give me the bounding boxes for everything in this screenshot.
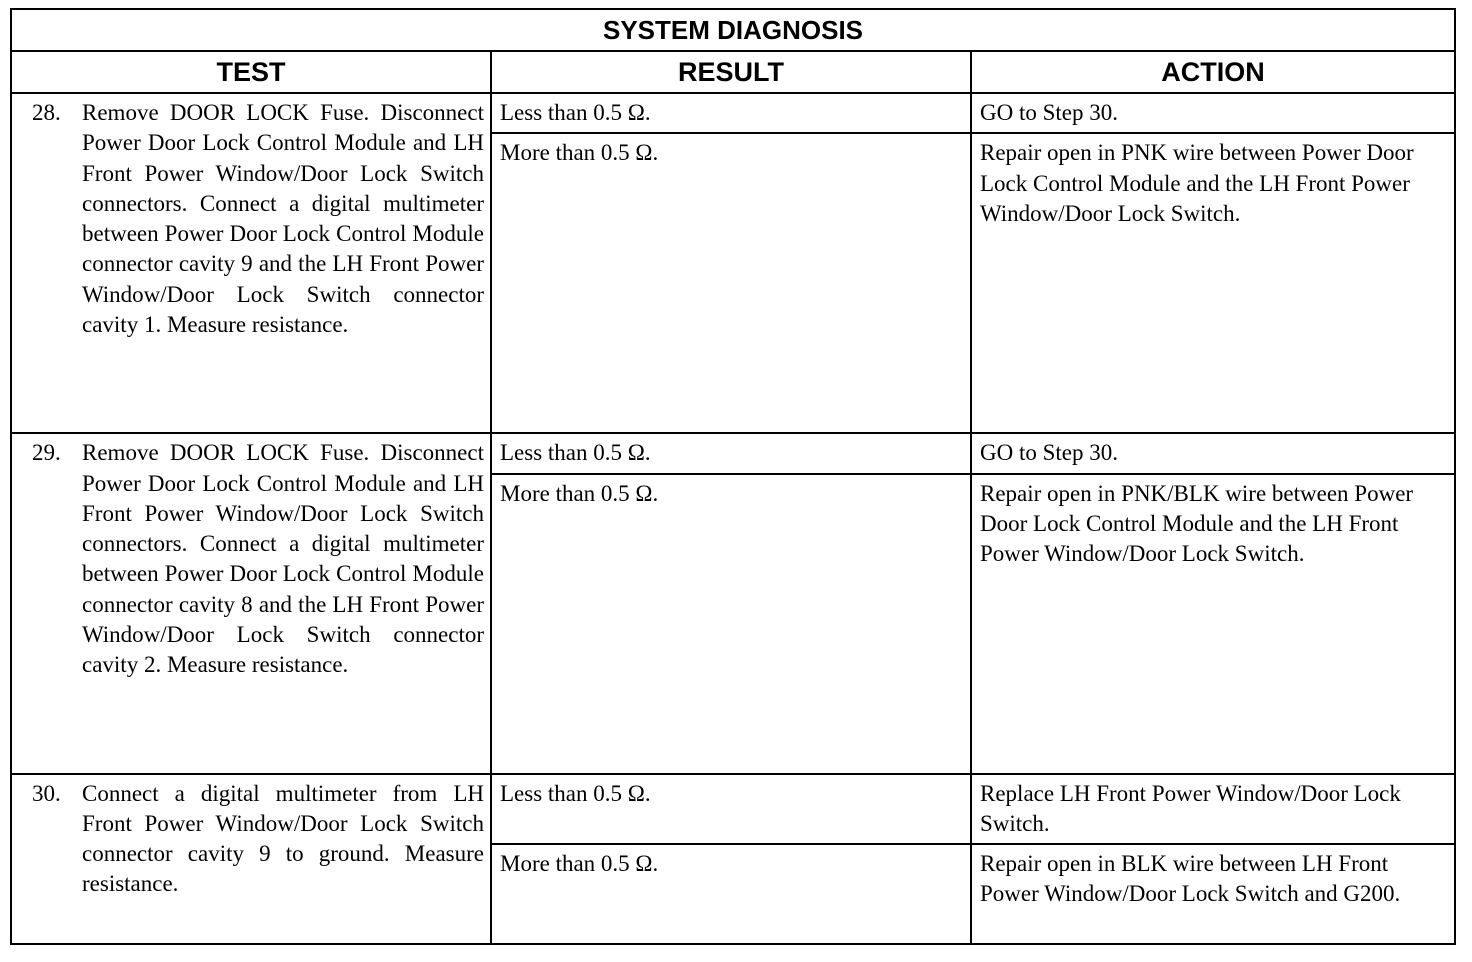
action-cell: Replace LH Front Power Window/Door Lock Switch. (971, 774, 1455, 845)
test-procedure: Remove DOOR LOCK Fuse. Disconnect Power Door Lock Control Module and LH Front Power Window/Door Lock Switch connectors. Connect a digital multimeter between Power Door Lock Control Module connector cavity 9 and the LH Front Power Window/Door Lock Switch connector cavity 1. Measure resistance. (82, 100, 484, 338)
test-procedure: Remove DOOR LOCK Fuse. Disconnect Power Door Lock Control Module and LH Front Power Window/Door Lock Switch connectors. Connect a digital multimeter between Power Door Lock Control Module connector cavity 8 and the LH Front Power Window/Door Lock Switch connector cavity 2. Measure resistance. (82, 440, 484, 678)
action-cell: Repair open in PNK/BLK wire between Power Door Lock Control Module and the LH Front Power Window/Door Lock Switch. (971, 474, 1455, 774)
test-procedure: Connect a digital multimeter from LH Front Power Window/Door Lock Switch connector cavity 9 to ground. Measure resistance. (82, 780, 484, 897)
step-number: 28. (32, 100, 61, 125)
test-cell-step-29 (11, 433, 491, 773)
result-cell: Less than 0.5 Ω. (491, 774, 971, 845)
system-diagnosis-table (10, 8, 1456, 945)
step-number: 29. (32, 440, 61, 466)
result-cell: Less than 0.5 Ω. (491, 93, 971, 133)
action-cell: Repair open in BLK wire between LH Front Power Window/Door Lock Switch and G200. (971, 844, 1455, 944)
test-cell-step-30 (11, 774, 491, 945)
column-header-action: ACTION (971, 51, 1455, 93)
test-cell-step-28 (11, 93, 491, 433)
column-header-test: TEST (11, 51, 491, 93)
table-row (11, 774, 1455, 845)
diagnosis-table-frame (10, 8, 1454, 952)
step-number: 30. (32, 780, 61, 806)
result-cell: Less than 0.5 Ω. (491, 433, 971, 473)
action-cell: GO to Step 30. (971, 93, 1455, 133)
result-cell: More than 0.5 Ω. (491, 844, 971, 944)
action-cell: GO to Step 30. (971, 433, 1455, 473)
table-row (11, 433, 1455, 473)
column-header-result: RESULT (491, 51, 971, 93)
table-row (11, 93, 1455, 133)
table-title: SYSTEM DIAGNOSIS (11, 9, 1455, 51)
result-cell: More than 0.5 Ω. (491, 474, 971, 774)
action-cell: Repair open in PNK wire between Power Door Lock Control Module and the LH Front Power Window/Door Lock Switch. (971, 133, 1455, 433)
result-cell: More than 0.5 Ω. (491, 133, 971, 433)
